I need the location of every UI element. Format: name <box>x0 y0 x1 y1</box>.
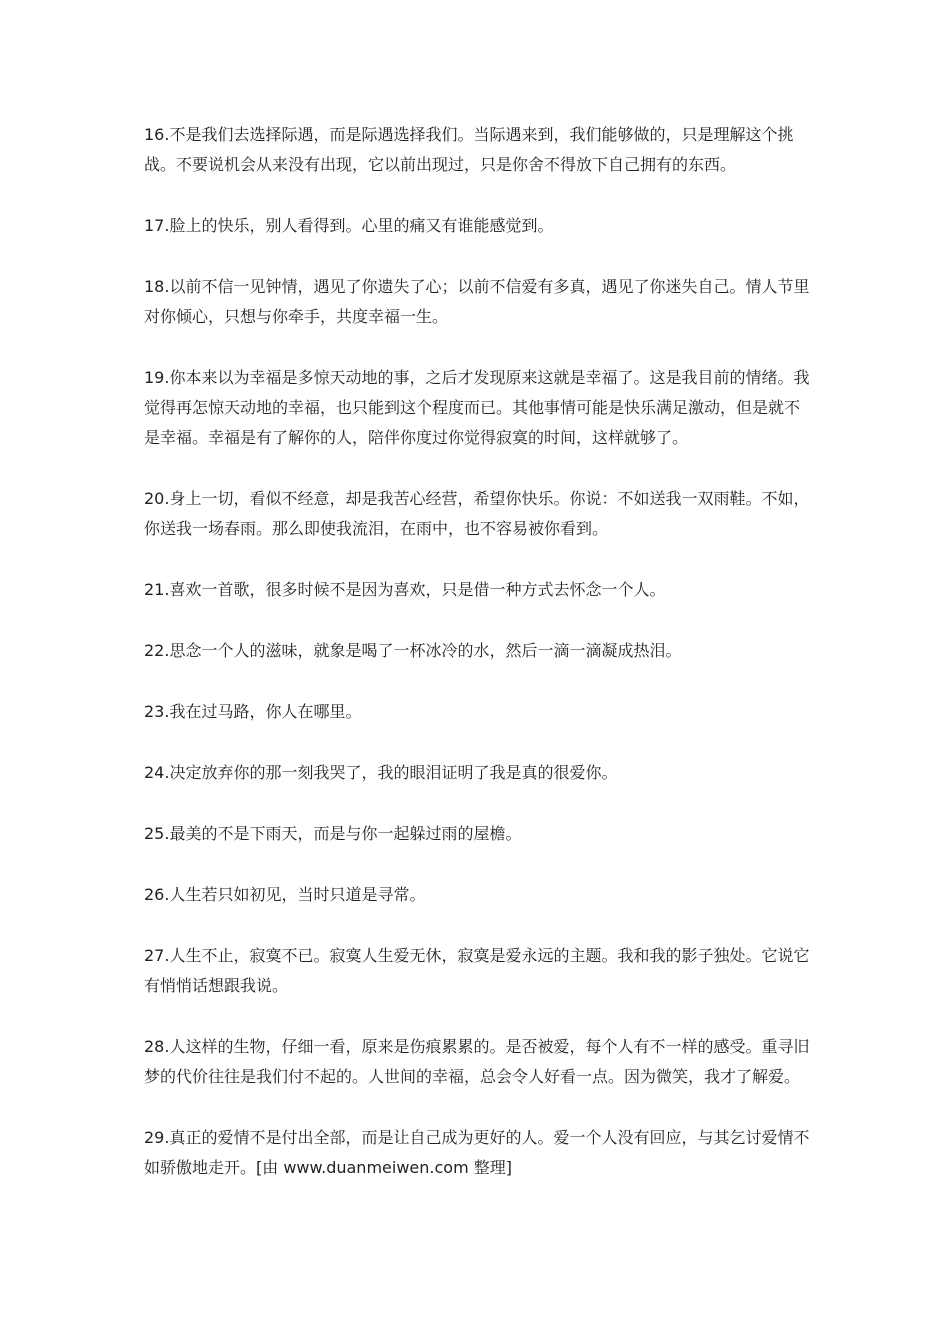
paragraph-24: 24.决定放弃你的那一刻我哭了，我的眼泪证明了我是真的很爱你。 <box>144 763 618 782</box>
paragraph-21: 21.喜欢一首歌，很多时候不是因为喜欢，只是借一种方式去怀念一个人。 <box>144 580 666 599</box>
paragraph-23: 23.我在过马路，你人在哪里。 <box>144 702 362 721</box>
paragraph-19: 19.你本来以为幸福是多惊天动地的事，之后才发现原来这就是幸福了。这是我目前的情绪。我觉得再怎惊天动地的幸福，也只能到这个程度而已。其他事情可能是快乐满足激动，但是就不是幸福。幸福是有了解你的人，陪伴你度过你觉得寂寞的时间，这样就够了。 <box>144 368 810 447</box>
paragraph-16: 16.不是我们去选择际遇，而是际遇选择我们。当际遇来到，我们能够做的，只是理解这个挑战。不要说机会从来没有出现，它以前出现过，只是你舍不得放下自己拥有的东西。 <box>144 125 794 174</box>
paragraph-27: 27.人生不止，寂寞不已。寂寞人生爱无休，寂寞是爱永远的主题。我和我的影子独处。它说它有悄悄话想跟我说。 <box>144 946 810 995</box>
paragraph-26: 26.人生若只如初见，当时只道是寻常。 <box>144 885 426 904</box>
document-body <box>144 120 812 1214</box>
paragraph-29: 29.真正的爱情不是付出全部，而是让自己成为更好的人。爱一个人没有回应，与其乞讨爱情不如骄傲地走开。[由 www.duanmeiwen.com 整理] <box>144 1128 810 1177</box>
paragraph-18: 18.以前不信一见钟情，遇见了你遗失了心；以前不信爱有多真，遇见了你迷失自己。情人节里对你倾心，只想与你牵手，共度幸福一生。 <box>144 277 810 326</box>
paragraph-17: 17.脸上的快乐，别人看得到。心里的痛又有谁能感觉到。 <box>144 216 554 235</box>
paragraph-28: 28.人这样的生物，仔细一看，原来是伤痕累累的。是否被爱，每个人有不一样的感受。重寻旧梦的代价往往是我们付不起的。人世间的幸福，总会令人好看一点。因为微笑，我才了解爱。 <box>144 1037 810 1086</box>
paragraph-22: 22.思念一个人的滋味，就象是喝了一杯冰冷的水，然后一滴一滴凝成热泪。 <box>144 641 682 660</box>
paragraph-20: 20.身上一切，看似不经意，却是我苦心经营，希望你快乐。你说：不如送我一双雨鞋。不如，你送我一场春雨。那么即使我流泪，在雨中，也不容易被你看到。 <box>144 489 810 538</box>
paragraph-25: 25.最美的不是下雨天，而是与你一起躲过雨的屋檐。 <box>144 824 522 843</box>
